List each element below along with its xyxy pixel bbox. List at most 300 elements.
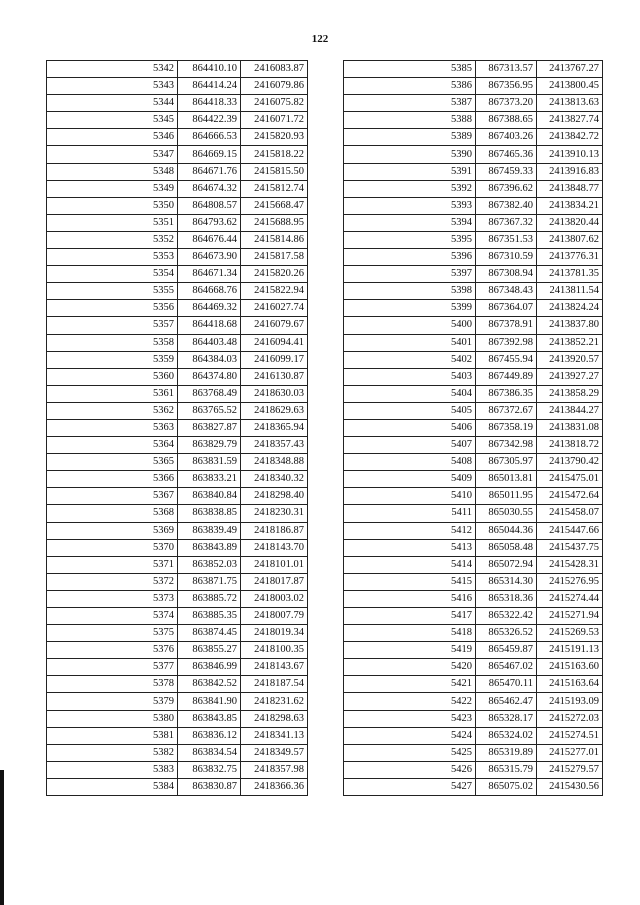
table-row — [47, 659, 308, 676]
point-number-cell: 5343 — [47, 78, 178, 95]
y-coordinate-cell: 2416079.67 — [241, 317, 308, 334]
table-row — [47, 368, 308, 385]
y-coordinate-cell: 2415163.64 — [537, 676, 603, 693]
table-row — [47, 710, 308, 727]
x-coordinate-cell: 867351.53 — [476, 231, 537, 248]
y-coordinate-cell: 2415822.94 — [241, 283, 308, 300]
y-coordinate-cell: 2418629.63 — [241, 402, 308, 419]
y-coordinate-cell: 2413818.72 — [537, 437, 603, 454]
point-number-cell: 5404 — [344, 385, 476, 402]
x-coordinate-cell: 867367.32 — [476, 214, 537, 231]
y-coordinate-cell: 2415279.57 — [537, 761, 603, 778]
y-coordinate-cell: 2413824.24 — [537, 300, 603, 317]
x-coordinate-cell: 867403.26 — [476, 129, 537, 146]
table-row — [47, 163, 308, 180]
x-coordinate-cell: 864374.80 — [178, 368, 241, 385]
table-row — [47, 761, 308, 778]
table-row — [47, 608, 308, 625]
x-coordinate-cell: 863843.85 — [178, 710, 241, 727]
point-number-cell: 5381 — [47, 727, 178, 744]
y-coordinate-cell: 2415688.95 — [241, 214, 308, 231]
left-edge-bar — [0, 770, 4, 905]
table-row — [47, 539, 308, 556]
x-coordinate-cell: 865030.55 — [476, 505, 537, 522]
table-row — [47, 522, 308, 539]
x-coordinate-cell: 864666.53 — [178, 129, 241, 146]
point-number-cell: 5388 — [344, 112, 476, 129]
point-number-cell: 5358 — [47, 334, 178, 351]
y-coordinate-cell: 2418366.36 — [241, 778, 308, 795]
point-number-cell: 5351 — [47, 214, 178, 231]
point-number-cell: 5379 — [47, 693, 178, 710]
x-coordinate-cell: 863846.99 — [178, 659, 241, 676]
y-coordinate-cell: 2418349.57 — [241, 744, 308, 761]
x-coordinate-cell: 867465.36 — [476, 146, 537, 163]
y-coordinate-cell: 2415272.03 — [537, 710, 603, 727]
table-row — [344, 778, 603, 795]
point-number-cell: 5397 — [344, 266, 476, 283]
table-row — [344, 471, 603, 488]
point-number-cell: 5401 — [344, 334, 476, 351]
x-coordinate-cell: 865072.94 — [476, 556, 537, 573]
table-row — [344, 129, 603, 146]
x-coordinate-cell: 864410.10 — [178, 61, 241, 78]
table-row — [344, 590, 603, 607]
table-row — [47, 385, 308, 402]
point-number-cell: 5414 — [344, 556, 476, 573]
point-number-cell: 5369 — [47, 522, 178, 539]
table-row — [344, 95, 603, 112]
point-number-cell: 5371 — [47, 556, 178, 573]
table-row — [47, 437, 308, 454]
table-row — [344, 317, 603, 334]
point-number-cell: 5355 — [47, 283, 178, 300]
table-row — [344, 197, 603, 214]
y-coordinate-cell: 2415163.60 — [537, 659, 603, 676]
point-number-cell: 5415 — [344, 573, 476, 590]
y-coordinate-cell: 2415271.94 — [537, 608, 603, 625]
y-coordinate-cell: 2415276.95 — [537, 573, 603, 590]
point-number-cell: 5384 — [47, 778, 178, 795]
point-number-cell: 5408 — [344, 454, 476, 471]
x-coordinate-cell: 867459.33 — [476, 163, 537, 180]
point-number-cell: 5393 — [344, 197, 476, 214]
y-coordinate-cell: 2413844.27 — [537, 402, 603, 419]
table-row — [47, 112, 308, 129]
table-row — [344, 437, 603, 454]
page-number: 122 — [311, 33, 329, 45]
point-number-cell: 5385 — [344, 61, 476, 78]
point-number-cell: 5387 — [344, 95, 476, 112]
table-row — [344, 283, 603, 300]
table-row — [47, 129, 308, 146]
point-number-cell: 5410 — [344, 488, 476, 505]
x-coordinate-cell: 867372.67 — [476, 402, 537, 419]
point-number-cell: 5357 — [47, 317, 178, 334]
y-coordinate-cell: 2416094.41 — [241, 334, 308, 351]
x-coordinate-cell: 865326.52 — [476, 625, 537, 642]
x-coordinate-cell: 867373.20 — [476, 95, 537, 112]
table-row — [344, 334, 603, 351]
table-row — [344, 146, 603, 163]
x-coordinate-cell: 863841.90 — [178, 693, 241, 710]
x-coordinate-cell: 865470.11 — [476, 676, 537, 693]
table-row — [344, 112, 603, 129]
point-number-cell: 5409 — [344, 471, 476, 488]
x-coordinate-cell: 864384.03 — [178, 351, 241, 368]
table-row — [344, 642, 603, 659]
x-coordinate-cell: 867356.95 — [476, 78, 537, 95]
x-coordinate-cell: 864668.76 — [178, 283, 241, 300]
table-row — [344, 249, 603, 266]
point-number-cell: 5417 — [344, 608, 476, 625]
table-row — [47, 727, 308, 744]
table-row — [47, 676, 308, 693]
point-number-cell: 5360 — [47, 368, 178, 385]
point-number-cell: 5403 — [344, 368, 476, 385]
point-number-cell: 5383 — [47, 761, 178, 778]
x-coordinate-cell: 867386.35 — [476, 385, 537, 402]
point-number-cell: 5400 — [344, 317, 476, 334]
x-coordinate-cell: 863834.54 — [178, 744, 241, 761]
point-number-cell: 5377 — [47, 659, 178, 676]
x-coordinate-cell: 863874.45 — [178, 625, 241, 642]
table-row — [47, 454, 308, 471]
table-row — [344, 556, 603, 573]
y-coordinate-cell: 2418298.63 — [241, 710, 308, 727]
table-row — [344, 505, 603, 522]
table-row — [47, 402, 308, 419]
x-coordinate-cell: 863838.85 — [178, 505, 241, 522]
point-number-cell: 5374 — [47, 608, 178, 625]
x-coordinate-cell: 864418.33 — [178, 95, 241, 112]
point-number-cell: 5424 — [344, 727, 476, 744]
point-number-cell: 5347 — [47, 146, 178, 163]
coordinates-table-right — [343, 60, 603, 796]
point-number-cell: 5350 — [47, 197, 178, 214]
x-coordinate-cell: 865324.02 — [476, 727, 537, 744]
point-number-cell: 5373 — [47, 590, 178, 607]
x-coordinate-cell: 865314.30 — [476, 573, 537, 590]
y-coordinate-cell: 2415458.07 — [537, 505, 603, 522]
table-row — [344, 761, 603, 778]
table-row — [47, 351, 308, 368]
y-coordinate-cell: 2415428.31 — [537, 556, 603, 573]
y-coordinate-cell: 2415668.47 — [241, 197, 308, 214]
table-row — [47, 590, 308, 607]
y-coordinate-cell: 2415472.64 — [537, 488, 603, 505]
x-coordinate-cell: 863827.87 — [178, 419, 241, 436]
y-coordinate-cell: 2418186.87 — [241, 522, 308, 539]
point-number-cell: 5380 — [47, 710, 178, 727]
point-number-cell: 5427 — [344, 778, 476, 795]
x-coordinate-cell: 867342.98 — [476, 437, 537, 454]
point-number-cell: 5348 — [47, 163, 178, 180]
point-number-cell: 5398 — [344, 283, 476, 300]
y-coordinate-cell: 2413811.54 — [537, 283, 603, 300]
table-row — [344, 625, 603, 642]
point-number-cell: 5418 — [344, 625, 476, 642]
x-coordinate-cell: 867358.19 — [476, 419, 537, 436]
y-coordinate-cell: 2418100.35 — [241, 642, 308, 659]
table-row — [47, 180, 308, 197]
y-coordinate-cell: 2413916.83 — [537, 163, 603, 180]
table-row — [47, 419, 308, 436]
x-coordinate-cell: 863831.59 — [178, 454, 241, 471]
point-number-cell: 5349 — [47, 180, 178, 197]
y-coordinate-cell: 2415274.51 — [537, 727, 603, 744]
x-coordinate-cell: 867310.59 — [476, 249, 537, 266]
y-coordinate-cell: 2413831.08 — [537, 419, 603, 436]
point-number-cell: 5356 — [47, 300, 178, 317]
x-coordinate-cell: 864674.32 — [178, 180, 241, 197]
table-row — [47, 266, 308, 283]
table-row — [47, 642, 308, 659]
table-row — [47, 488, 308, 505]
x-coordinate-cell: 865058.48 — [476, 539, 537, 556]
table-row — [47, 334, 308, 351]
y-coordinate-cell: 2418143.70 — [241, 539, 308, 556]
y-coordinate-cell: 2413842.72 — [537, 129, 603, 146]
y-coordinate-cell: 2413837.80 — [537, 317, 603, 334]
y-coordinate-cell: 2415277.01 — [537, 744, 603, 761]
x-coordinate-cell: 863885.72 — [178, 590, 241, 607]
x-coordinate-cell: 867313.57 — [476, 61, 537, 78]
point-number-cell: 5370 — [47, 539, 178, 556]
y-coordinate-cell: 2418231.62 — [241, 693, 308, 710]
y-coordinate-cell: 2418101.01 — [241, 556, 308, 573]
table-row — [47, 231, 308, 248]
table-row — [47, 214, 308, 231]
point-number-cell: 5412 — [344, 522, 476, 539]
table-row — [344, 573, 603, 590]
table-row — [344, 351, 603, 368]
x-coordinate-cell: 864422.39 — [178, 112, 241, 129]
x-coordinate-cell: 863830.87 — [178, 778, 241, 795]
table-row — [47, 317, 308, 334]
x-coordinate-cell: 867308.94 — [476, 266, 537, 283]
x-coordinate-cell: 864418.68 — [178, 317, 241, 334]
x-coordinate-cell: 864671.76 — [178, 163, 241, 180]
x-coordinate-cell: 867455.94 — [476, 351, 537, 368]
x-coordinate-cell: 867388.65 — [476, 112, 537, 129]
y-coordinate-cell: 2418230.31 — [241, 505, 308, 522]
y-coordinate-cell: 2413927.27 — [537, 368, 603, 385]
point-number-cell: 5390 — [344, 146, 476, 163]
point-number-cell: 5375 — [47, 625, 178, 642]
point-number-cell: 5386 — [344, 78, 476, 95]
table-row — [47, 78, 308, 95]
y-coordinate-cell: 2413848.77 — [537, 180, 603, 197]
table-row — [344, 454, 603, 471]
table-row — [344, 231, 603, 248]
x-coordinate-cell: 867364.07 — [476, 300, 537, 317]
point-number-cell: 5366 — [47, 471, 178, 488]
table-row — [344, 710, 603, 727]
y-coordinate-cell: 2413858.29 — [537, 385, 603, 402]
x-coordinate-cell: 867378.91 — [476, 317, 537, 334]
point-number-cell: 5378 — [47, 676, 178, 693]
x-coordinate-cell: 864469.32 — [178, 300, 241, 317]
table-row — [47, 505, 308, 522]
y-coordinate-cell: 2416075.82 — [241, 95, 308, 112]
point-number-cell: 5406 — [344, 419, 476, 436]
x-coordinate-cell: 863833.21 — [178, 471, 241, 488]
point-number-cell: 5342 — [47, 61, 178, 78]
y-coordinate-cell: 2413820.44 — [537, 214, 603, 231]
table-row — [344, 385, 603, 402]
x-coordinate-cell: 867348.43 — [476, 283, 537, 300]
y-coordinate-cell: 2418017.87 — [241, 573, 308, 590]
x-coordinate-cell: 863855.27 — [178, 642, 241, 659]
point-number-cell: 5426 — [344, 761, 476, 778]
x-coordinate-cell: 863840.84 — [178, 488, 241, 505]
y-coordinate-cell: 2415191.13 — [537, 642, 603, 659]
table-row — [344, 163, 603, 180]
x-coordinate-cell: 864403.48 — [178, 334, 241, 351]
y-coordinate-cell: 2415269.53 — [537, 625, 603, 642]
point-number-cell: 5419 — [344, 642, 476, 659]
table-row — [47, 693, 308, 710]
y-coordinate-cell: 2413767.27 — [537, 61, 603, 78]
table-row — [344, 522, 603, 539]
y-coordinate-cell: 2418143.67 — [241, 659, 308, 676]
table-row — [344, 608, 603, 625]
point-number-cell: 5363 — [47, 419, 178, 436]
point-number-cell: 5420 — [344, 659, 476, 676]
point-number-cell: 5425 — [344, 744, 476, 761]
table-row — [47, 283, 308, 300]
y-coordinate-cell: 2418340.32 — [241, 471, 308, 488]
table-row — [344, 61, 603, 78]
y-coordinate-cell: 2415193.09 — [537, 693, 603, 710]
table-row — [344, 488, 603, 505]
point-number-cell: 5391 — [344, 163, 476, 180]
y-coordinate-cell: 2418365.94 — [241, 419, 308, 436]
y-coordinate-cell: 2415447.66 — [537, 522, 603, 539]
x-coordinate-cell: 867305.97 — [476, 454, 537, 471]
x-coordinate-cell: 864669.15 — [178, 146, 241, 163]
point-number-cell: 5368 — [47, 505, 178, 522]
x-coordinate-cell: 864673.90 — [178, 249, 241, 266]
y-coordinate-cell: 2418187.54 — [241, 676, 308, 693]
y-coordinate-cell: 2418019.34 — [241, 625, 308, 642]
x-coordinate-cell: 865011.95 — [476, 488, 537, 505]
y-coordinate-cell: 2416130.87 — [241, 368, 308, 385]
y-coordinate-cell: 2415437.75 — [537, 539, 603, 556]
point-number-cell: 5389 — [344, 129, 476, 146]
x-coordinate-cell: 865075.02 — [476, 778, 537, 795]
y-coordinate-cell: 2413776.31 — [537, 249, 603, 266]
table-row — [344, 78, 603, 95]
table-row — [47, 300, 308, 317]
table-row — [47, 744, 308, 761]
table-row — [344, 676, 603, 693]
point-number-cell: 5413 — [344, 539, 476, 556]
x-coordinate-cell: 867449.89 — [476, 368, 537, 385]
coordinates-table-left — [46, 60, 308, 796]
x-coordinate-cell: 864793.62 — [178, 214, 241, 231]
point-number-cell: 5411 — [344, 505, 476, 522]
y-coordinate-cell: 2415814.86 — [241, 231, 308, 248]
y-coordinate-cell: 2415820.26 — [241, 266, 308, 283]
table-row — [47, 778, 308, 795]
table-row — [344, 180, 603, 197]
y-coordinate-cell: 2418298.40 — [241, 488, 308, 505]
point-number-cell: 5421 — [344, 676, 476, 693]
y-coordinate-cell: 2413852.21 — [537, 334, 603, 351]
point-number-cell: 5395 — [344, 231, 476, 248]
y-coordinate-cell: 2418357.43 — [241, 437, 308, 454]
point-number-cell: 5364 — [47, 437, 178, 454]
x-coordinate-cell: 864676.44 — [178, 231, 241, 248]
point-number-cell: 5396 — [344, 249, 476, 266]
y-coordinate-cell: 2418341.13 — [241, 727, 308, 744]
x-coordinate-cell: 863885.35 — [178, 608, 241, 625]
point-number-cell: 5352 — [47, 231, 178, 248]
point-number-cell: 5376 — [47, 642, 178, 659]
y-coordinate-cell: 2413790.42 — [537, 454, 603, 471]
point-number-cell: 5407 — [344, 437, 476, 454]
y-coordinate-cell: 2418357.98 — [241, 761, 308, 778]
x-coordinate-cell: 863832.75 — [178, 761, 241, 778]
y-coordinate-cell: 2415815.50 — [241, 163, 308, 180]
x-coordinate-cell: 863836.12 — [178, 727, 241, 744]
x-coordinate-cell: 865462.47 — [476, 693, 537, 710]
x-coordinate-cell: 865315.79 — [476, 761, 537, 778]
x-coordinate-cell: 863843.89 — [178, 539, 241, 556]
point-number-cell: 5392 — [344, 180, 476, 197]
point-number-cell: 5423 — [344, 710, 476, 727]
point-number-cell: 5361 — [47, 385, 178, 402]
table-row — [344, 368, 603, 385]
table-row — [344, 693, 603, 710]
x-coordinate-cell: 864671.34 — [178, 266, 241, 283]
point-number-cell: 5372 — [47, 573, 178, 590]
y-coordinate-cell: 2413800.45 — [537, 78, 603, 95]
x-coordinate-cell: 863768.49 — [178, 385, 241, 402]
point-number-cell: 5422 — [344, 693, 476, 710]
x-coordinate-cell: 865318.36 — [476, 590, 537, 607]
y-coordinate-cell: 2416071.72 — [241, 112, 308, 129]
x-coordinate-cell: 865322.42 — [476, 608, 537, 625]
y-coordinate-cell: 2413910.13 — [537, 146, 603, 163]
table-row — [47, 249, 308, 266]
x-coordinate-cell: 865013.81 — [476, 471, 537, 488]
x-coordinate-cell: 867396.62 — [476, 180, 537, 197]
x-coordinate-cell: 867382.40 — [476, 197, 537, 214]
y-coordinate-cell: 2416083.87 — [241, 61, 308, 78]
x-coordinate-cell: 867392.98 — [476, 334, 537, 351]
x-coordinate-cell: 863871.75 — [178, 573, 241, 590]
table-row — [344, 266, 603, 283]
table-row — [344, 659, 603, 676]
y-coordinate-cell: 2413920.57 — [537, 351, 603, 368]
table-row — [47, 146, 308, 163]
point-number-cell: 5345 — [47, 112, 178, 129]
y-coordinate-cell: 2416027.74 — [241, 300, 308, 317]
point-number-cell: 5416 — [344, 590, 476, 607]
table-row — [47, 197, 308, 214]
y-coordinate-cell: 2418007.79 — [241, 608, 308, 625]
x-coordinate-cell: 864808.57 — [178, 197, 241, 214]
y-coordinate-cell: 2415820.93 — [241, 129, 308, 146]
table-row — [47, 573, 308, 590]
table-row — [47, 625, 308, 642]
y-coordinate-cell: 2415818.22 — [241, 146, 308, 163]
y-coordinate-cell: 2415812.74 — [241, 180, 308, 197]
point-number-cell: 5402 — [344, 351, 476, 368]
